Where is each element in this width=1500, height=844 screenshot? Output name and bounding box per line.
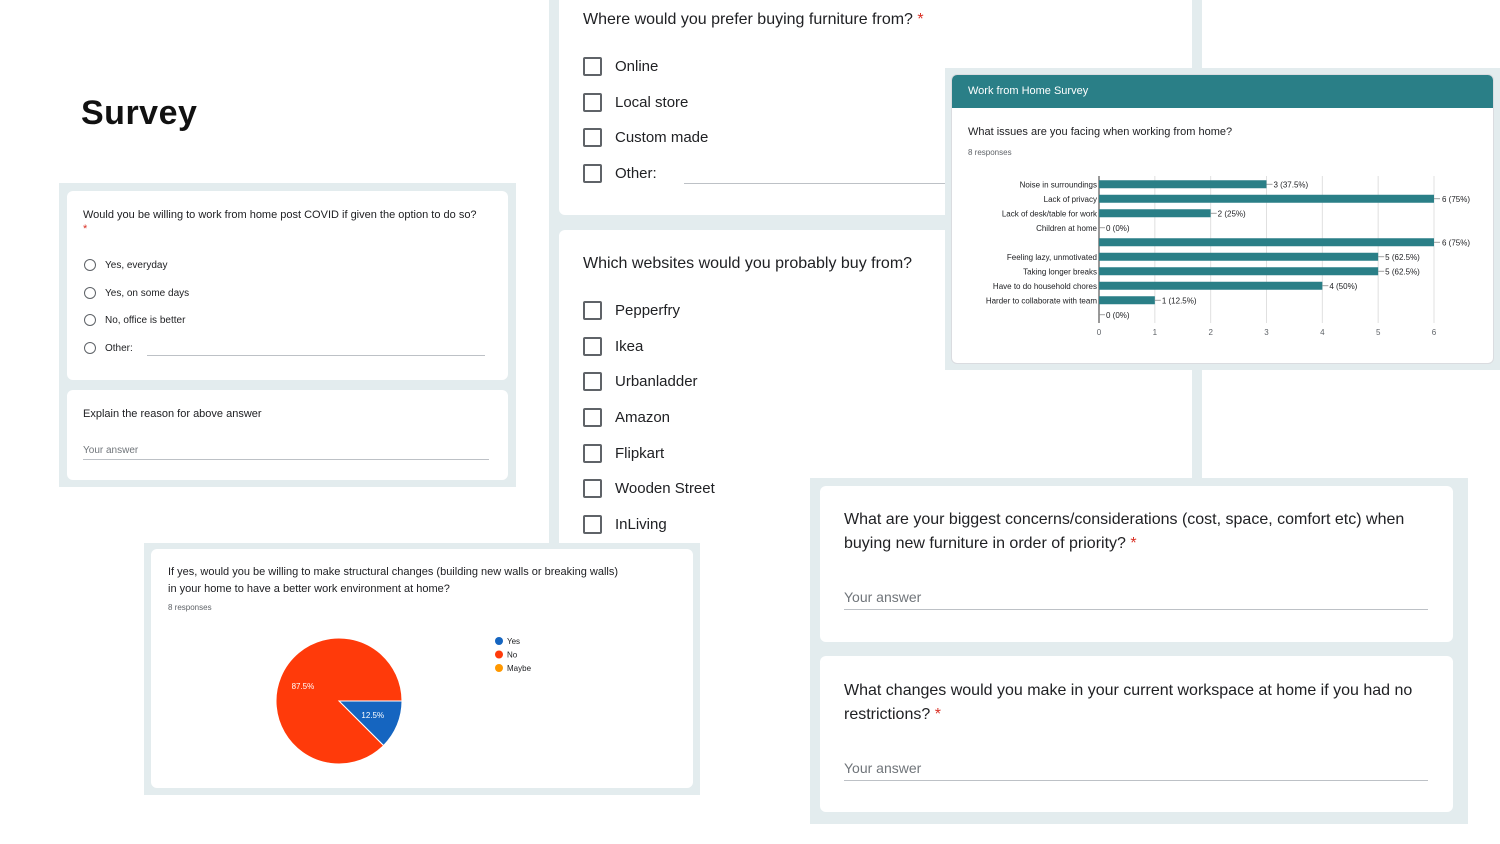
data-label: 5 (62.5%) (1385, 252, 1420, 262)
legend-label: Yes (507, 637, 521, 646)
legend-swatch (495, 651, 503, 659)
radio-label: No, office is better (105, 314, 186, 326)
responses-count: 8 responses (968, 148, 1012, 157)
bar (1099, 195, 1434, 203)
pie-chart-card (151, 549, 693, 788)
concerns-question-text: What are your biggest concerns/considerations (cost, space, comfort etc) when buying new furniture in order of priority? * (844, 511, 1405, 552)
bar-card-header-text: Work from Home Survey (968, 85, 1089, 97)
x-tick-label: 6 (1431, 328, 1437, 337)
data-label: 0 (0%) (1106, 223, 1130, 233)
data-label: 2 (25%) (1217, 209, 1246, 219)
category-label: Harder to collaborate with team (985, 296, 1097, 306)
checkbox-icon[interactable] (583, 479, 602, 498)
radio-office-better[interactable] (84, 314, 185, 326)
checkbox-urbanladder[interactable] (583, 372, 698, 391)
checkbox-icon[interactable] (583, 93, 602, 112)
legend-label: No (507, 650, 518, 660)
answer-placeholder: Your answer (844, 589, 922, 605)
radio-circle-icon[interactable] (84, 259, 96, 271)
checkbox-online[interactable] (583, 57, 658, 76)
checkbox-icon[interactable] (583, 372, 602, 391)
explain-answer-input[interactable] (83, 459, 489, 460)
x-tick-label: 1 (1152, 328, 1158, 337)
slice-label: 12.5% (361, 710, 385, 720)
checkbox-icon[interactable] (583, 57, 602, 76)
radio-circle-icon[interactable] (84, 342, 96, 354)
checkbox-label: InLiving (615, 516, 667, 533)
radio-label: Other: (105, 342, 133, 354)
concerns-question-card (820, 486, 1453, 642)
data-label: 1 (12.5%) (1161, 296, 1197, 306)
checkbox-icon[interactable] (583, 301, 602, 320)
explain-question-text: Explain the reason for above answer (83, 408, 262, 420)
category-label: Taking longer breaks (1023, 267, 1097, 277)
radio-yes-everyday[interactable] (84, 259, 167, 271)
checkbox-pepperfry[interactable] (583, 301, 680, 320)
wfh-question-text: Would you be willing to work from home post COVID if given the option to do so? (83, 209, 477, 221)
legend-swatch (495, 637, 503, 645)
bar (1099, 209, 1211, 217)
checkbox-amazon[interactable] (583, 408, 670, 427)
other-text-input[interactable] (684, 183, 954, 184)
radio-label: Yes, everyday (105, 259, 168, 271)
checkbox-icon[interactable] (583, 515, 602, 534)
x-tick-label: 2 (1208, 328, 1213, 337)
legend-label: Maybe (507, 664, 532, 673)
legend-swatch (495, 664, 503, 672)
category-label: Noise in surroundings (1019, 180, 1097, 190)
checkbox-local-store[interactable] (583, 93, 688, 112)
checkbox-label: Online (615, 58, 659, 75)
checkbox-label: Amazon (615, 409, 671, 426)
checkbox-label: Pepperfry (615, 302, 681, 319)
checkbox-icon[interactable] (583, 444, 602, 463)
bar (1099, 296, 1155, 304)
checkbox-inliving[interactable] (583, 515, 667, 534)
answer-placeholder: Your answer (83, 445, 139, 456)
data-label: 6 (75%) (1442, 238, 1471, 248)
radio-yes-some-days[interactable] (84, 287, 189, 299)
x-tick-label: 4 (1320, 328, 1325, 337)
changes-question-text: What changes would you make in your current workspace at home if you had no restrictions? * (844, 682, 1413, 723)
radio-circle-icon[interactable] (84, 314, 96, 326)
changes-answer-input[interactable] (844, 780, 1428, 781)
websites-question: Which websites would you probably buy from? (583, 255, 913, 272)
category-label: Lack of desk/table for work (1001, 209, 1097, 219)
concerns-answer-input[interactable] (844, 609, 1428, 610)
data-label: 6 (75%) (1442, 194, 1471, 204)
data-label: 5 (62.5%) (1385, 267, 1420, 277)
bar (1099, 267, 1378, 275)
category-label: Feeling lazy, unmotivated (1006, 252, 1097, 262)
bar (1099, 282, 1322, 290)
checkbox-label: Ikea (615, 338, 644, 355)
radio-label: Yes, on some days (105, 287, 190, 299)
checkbox-icon[interactable] (583, 128, 602, 147)
category-label: Lack of privacy (1043, 194, 1097, 204)
pie-chart (151, 549, 693, 788)
checkbox-label: Local store (615, 94, 689, 111)
bar (1099, 253, 1378, 261)
checkbox-label: Urbanladder (615, 373, 698, 390)
checkbox-other[interactable] (583, 164, 657, 183)
pie-slice (276, 638, 402, 764)
checkbox-icon[interactable] (583, 337, 602, 356)
required-mark: * (83, 223, 88, 235)
checkbox-custom-made[interactable] (583, 128, 708, 147)
x-tick-label: 3 (1264, 328, 1269, 337)
pie-chart-question: If yes, would you be willing to make structural changes (building new walls or breaking walls) in your home to have a better work environment at home? (168, 566, 618, 595)
data-label: 4 (50%) (1329, 281, 1358, 291)
answer-placeholder: Your answer (844, 760, 922, 776)
checkbox-label: Custom made (615, 129, 709, 146)
bar (1099, 180, 1267, 188)
checkbox-icon[interactable] (583, 408, 602, 427)
data-label: 3 (37.5%) (1273, 180, 1309, 190)
x-tick-label: 5 (1375, 328, 1381, 337)
slice-label: 87.5% (291, 682, 315, 692)
checkbox-label: Flipkart (615, 445, 665, 462)
category-label: Children at home (1036, 223, 1097, 233)
bar-chart-card (951, 74, 1494, 364)
category-label: Have to do household chores (992, 281, 1097, 291)
wfh-question-card (67, 191, 508, 380)
responses-count: 8 responses (168, 603, 212, 612)
checkbox-label: Wooden Street (615, 480, 715, 497)
radio-other[interactable] (84, 342, 133, 354)
other-text-input[interactable] (147, 355, 485, 356)
radio-circle-icon[interactable] (84, 287, 96, 299)
x-tick-label: 0 (1096, 328, 1102, 337)
checkbox-flipkart[interactable] (583, 444, 664, 463)
bar (1099, 238, 1434, 246)
checkbox-wooden-street[interactable] (583, 479, 715, 498)
checkbox-ikea[interactable] (583, 337, 643, 356)
bar-chart (952, 75, 1494, 364)
checkbox-icon[interactable] (583, 164, 602, 183)
changes-question-card (820, 656, 1453, 812)
page-title: Survey (81, 94, 198, 132)
data-label: 0 (0%) (1106, 310, 1130, 320)
bar-chart-question: What issues are you facing when working from home? (968, 126, 1233, 138)
explain-question-card (67, 390, 508, 480)
furniture-source-question: Where would you prefer buying furniture from? * (583, 11, 924, 28)
checkbox-label: Other: (615, 165, 657, 182)
